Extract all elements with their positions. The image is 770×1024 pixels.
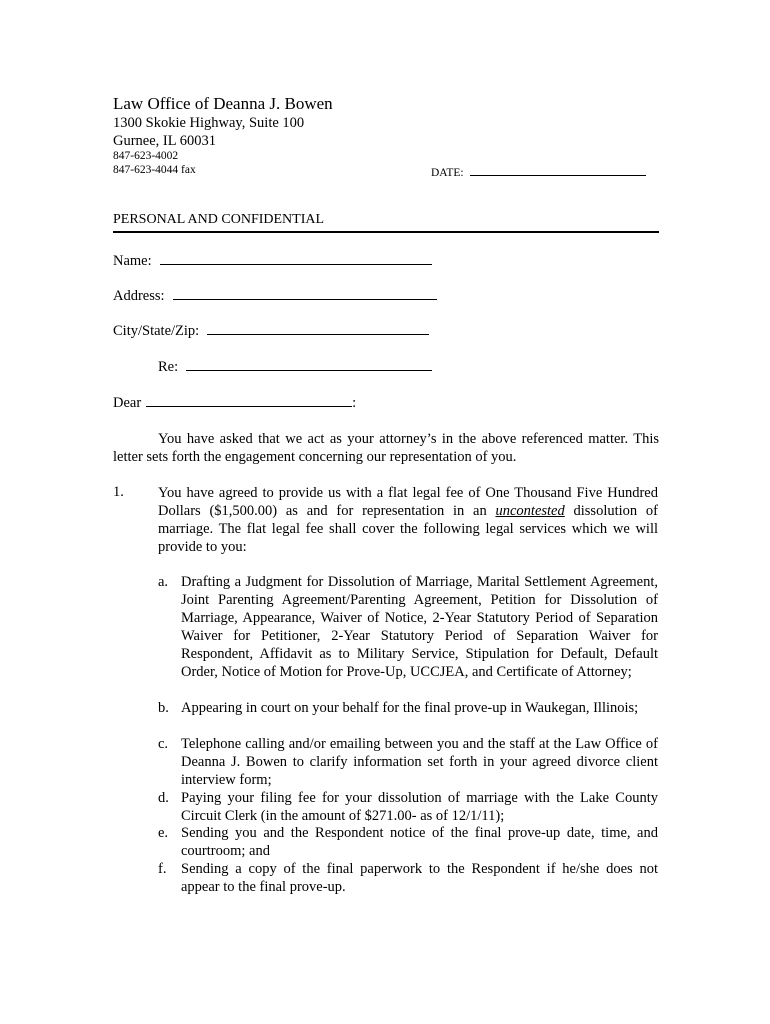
- name-field[interactable]: [113, 252, 432, 270]
- service-text: Drafting a Judgment for Dissolution of Marriage, Marital Settlement Agreement, Joint Parenting Agreement/Parenting Agreement, Petition for Dissolution of Marriage, Appearance, Waiver of Notice, 2-Year Statutory Period of Separation Waiver for Petitioner, 2-Year Statutory Period of Separation Waiver for Respondent, Affidavit as to Military Service, Stipulation for Default, Default Order, Notice of Motion for Prove-Up, UCCJEA, and Certificate of Attorney;: [181, 574, 658, 680]
- city-state-zip-blank[interactable]: [207, 322, 429, 335]
- address-label: Address:: [113, 288, 165, 304]
- firm-fax: 847-623-4044 fax: [113, 164, 196, 176]
- confidential-heading: PERSONAL AND CONFIDENTIAL: [113, 212, 325, 227]
- re-blank[interactable]: [186, 358, 432, 371]
- city-state-zip-field[interactable]: [113, 322, 429, 340]
- date-field[interactable]: [431, 164, 646, 179]
- city-state-zip-label: City/State/Zip:: [113, 323, 200, 339]
- service-letter: c.: [158, 736, 169, 752]
- service-text: Sending you and the Respondent notice of the final prove-up date, time, and courtroom; and: [181, 825, 658, 859]
- item-1-number: 1.: [113, 484, 124, 500]
- dear-colon: :: [352, 395, 357, 411]
- dear-label: Dear: [113, 395, 142, 411]
- service-text: Appearing in court on your behalf for the final prove-up in Waukegan, Illinois;: [181, 700, 639, 716]
- re-field[interactable]: [158, 358, 432, 376]
- firm-address-line1: 1300 Skokie Highway, Suite 100: [113, 115, 305, 131]
- service-item-d: [158, 789, 658, 825]
- re-label: Re:: [158, 359, 179, 375]
- salutation-field[interactable]: [113, 394, 356, 412]
- dear-blank[interactable]: [146, 394, 352, 407]
- service-item-c: [158, 735, 658, 789]
- name-blank[interactable]: [160, 252, 432, 265]
- service-letter: e.: [158, 825, 169, 841]
- service-text: Telephone calling and/or emailing between you and the staff at the Law Office of Deanna J. Bowen to clarify information set forth in your agreed divorce client interview form;: [181, 736, 658, 788]
- service-item-b: [158, 699, 658, 717]
- date-label: DATE:: [431, 167, 464, 179]
- item-1-text-start: You have agreed to provide us with a flat legal fee of One Thousand Five Hundred Dollars ($1,500.00) as and for representation in an: [158, 485, 658, 519]
- service-text: Sending a copy of the final paperwork to the Respondent if he/she does not appear to the final prove-up.: [181, 861, 658, 895]
- firm-phone: 847-623-4002: [113, 150, 179, 162]
- service-letter: b.: [158, 700, 169, 716]
- firm-address-line2: Gurnee, IL 60031: [113, 133, 216, 149]
- intro-paragraph: You have asked that we act as your attorney’s in the above referenced matter. This letter sets forth the engagement concerning our representation of you.: [113, 431, 659, 465]
- item-1-emphasis: uncontested: [495, 503, 565, 519]
- service-letter: a.: [158, 574, 169, 590]
- address-blank[interactable]: [173, 287, 437, 300]
- service-letter: f.: [158, 861, 167, 877]
- service-item-f: [158, 860, 658, 896]
- address-field[interactable]: [113, 287, 437, 305]
- date-blank[interactable]: [470, 164, 646, 176]
- item-1-paragraph: [158, 484, 658, 556]
- service-letter: d.: [158, 790, 169, 806]
- service-item-e: [158, 824, 658, 860]
- item-1-text-end: dissolution of marriage. The flat legal fee shall cover the following legal services which we will provide to you:: [158, 503, 659, 555]
- service-text: Paying your filing fee for your dissolution of marriage with the Lake County Circuit Clerk (in the amount of $271.00- as of 12/1/11);: [181, 790, 658, 824]
- service-item-a: [158, 573, 658, 681]
- heading-divider: [113, 231, 659, 233]
- firm-name: Law Office of Deanna J. Bowen: [113, 94, 333, 113]
- name-label: Name:: [113, 253, 152, 269]
